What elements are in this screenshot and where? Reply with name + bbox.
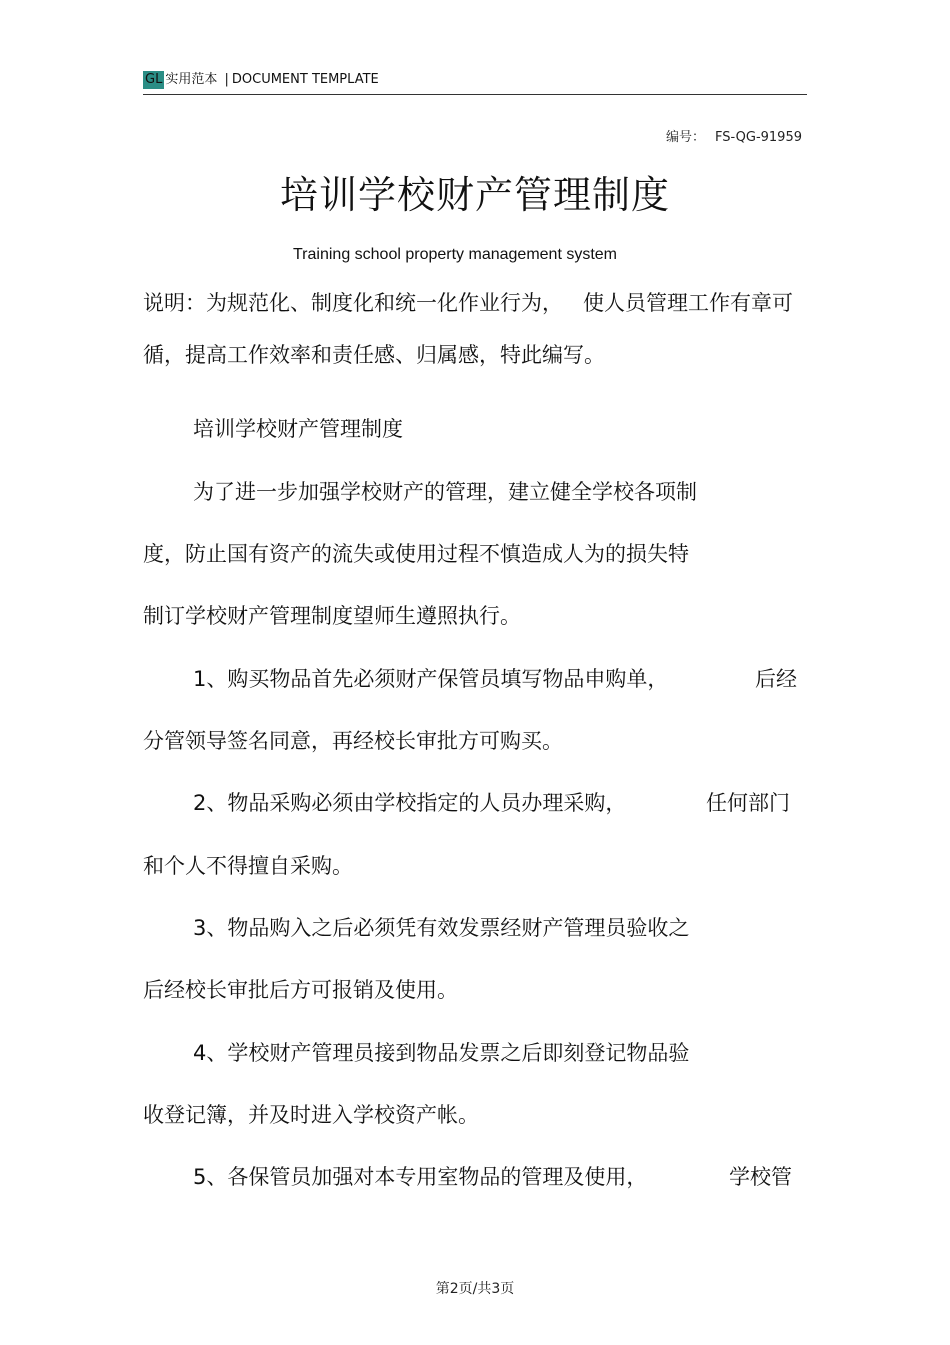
- item-3-line-2: 后经校长审批后方可报销及使用。: [143, 978, 458, 1002]
- header-separator: |: [224, 72, 229, 87]
- brand-name: 实用范本: [165, 72, 218, 87]
- doc-number-label: 编号：: [665, 130, 705, 145]
- item-4-line-1: 4、学校财产管理员接到物品发票之后即刻登记物品验: [193, 1041, 690, 1065]
- item-1-line-2: 分管领导签名同意，再经校长审批方可购买。: [143, 729, 563, 753]
- document-number: [666, 126, 802, 145]
- item-5-line-1: 5、各保管员加强对本专用室物品的管理及使用，: [193, 1165, 648, 1189]
- section-heading: 培训学校财产管理制度: [193, 417, 403, 441]
- item-2-line-1: 2、物品采购必须由学校指定的人员办理采购，: [193, 791, 627, 815]
- intro-line-3: 制订学校财产管理制度望师生遵照执行。: [143, 604, 521, 628]
- doc-type-label: DOCUMENT TEMPLATE: [231, 72, 379, 87]
- item-5-line-1-end: 学校管: [729, 1165, 792, 1189]
- page-title: 培训学校财产管理制度: [279, 173, 670, 217]
- intro-line-1: 为了进一步加强学校财产的管理，建立健全学校各项制: [193, 480, 697, 504]
- item-4-line-2: 收登记簿，并及时进入学校资产帐。: [143, 1103, 479, 1127]
- doc-number-value: FS-QG-91959: [714, 130, 802, 145]
- item-2-line-1-end: 任何部门: [706, 791, 790, 815]
- brand-logo: GL: [145, 72, 163, 87]
- description-line-1-end: 使人员管理工作有章可: [583, 291, 793, 315]
- document-header: [143, 70, 807, 95]
- description-line-2: 循，提高工作效率和责任感、归属感，特此编写。: [143, 343, 605, 367]
- page-footer: 第2页/共3页: [435, 1281, 515, 1297]
- description-line-1: 说明：为规范化、制度化和统一化作业行为，: [143, 291, 563, 315]
- intro-line-2: 度，防止国有资产的流失或使用过程不慎造成人为的损失特: [143, 542, 689, 566]
- page-subtitle: Training school property management system: [293, 246, 617, 263]
- item-1-line-1-end: 后经: [755, 667, 797, 691]
- item-3-line-1: 3、物品购入之后必须凭有效发票经财产管理员验收之: [193, 916, 690, 940]
- item-2-line-2: 和个人不得擅自采购。: [143, 854, 353, 878]
- item-1-line-1: 1、购买物品首先必须财产保管员填写物品申购单，: [193, 667, 669, 691]
